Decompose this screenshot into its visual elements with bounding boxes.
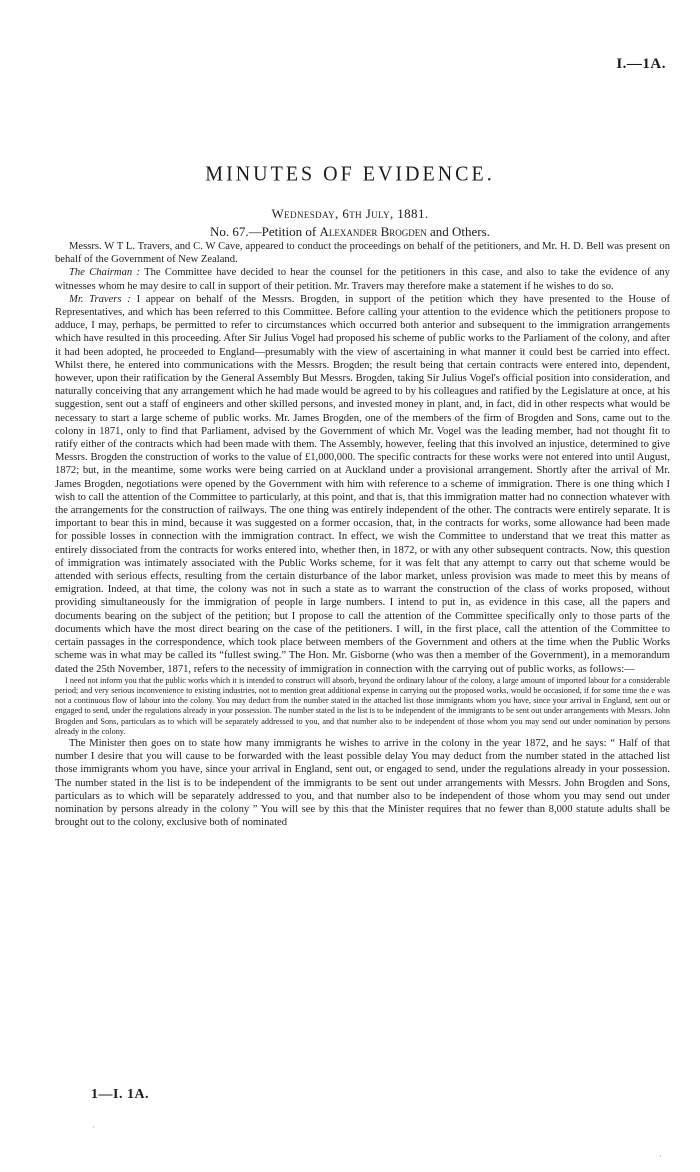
evidence-body — [55, 240, 670, 829]
petition-suffix: and Others. — [430, 224, 490, 239]
sheet-signature: 1—I. 1A. — [91, 1087, 150, 1102]
chairman-statement: The Committee have decided to hear the counsel for the petitioners in this case, and also to take the evidence of any witnesses whom he may desire to call in support of their petition. Mr. Travers may therefore make a statement if he wishes to do so. — [55, 267, 670, 292]
speaker-chairman: The Chairman : — [69, 267, 140, 279]
quoted-memorandum: I need not inform you that the public works which it is intended to construct will absorb, beyond the ordinary labour of the colony, a large amount of imported labour for a considerable period; and very serious inconvenience to existing industries, not to mention great additional expense in carrying out the proposed works, would be occasioned, if for some time the e was not a continuous flow of labour into the colony. You may deduct from the number stated in the attached list those immigrants whom you have, since your arrival in England, sent out or engaged to send, under the regulations already in your possession. The number stated in the list is to be independent of the immigrants to be sent out under arrangements with Messrs. John Brogden and Sons, particulars as to which will be separately addressed to you, and that number also to be independent of those whom you may send out under nomination by persons already in the colony. — [55, 675, 670, 736]
page-reference: I.—1A. — [616, 56, 666, 72]
document-title: MINUTES OF EVIDENCE. — [205, 162, 495, 186]
petition-heading — [0, 224, 700, 240]
travers-statement: I appear on behalf of the Messrs. Brogden, in support of the petition which they have presented to the House of Representatives, and which has been referred to this Committee. Before calling your attention to the evidence which the petitioners propose to adduce, I may, perhaps, be permitted to refer to circumstances which occurred both anterior and subsequent to the immigration arrangements which have resulted in this proceeding. After Sir Julius Vogel had proposed his scheme of public works to the Parliament of the colony, and after it had been adopted, he proceeded to England—presumably with the view of ascertaining in what manner it could best be carried into effect. Whilst there, he entered into communications with the Messrs. Brogden; the result being that certain contracts were entered into, dependent, however, upon their ratification by the General Assembly But Messrs. Brogden, taking Sir Julius Vogel's official position into consideration, and naturally conceiving that any arrangement which he had made would be agreed to by his colleagues and ratified by the Legislature at once, at his suggestion, sent out a staff of engineers and other skilled persons, and invested money in plant, and, in fact, did in other respects what would be necessary to start a large scheme of public works. Mr. James Brogden, one of the members of the firm of Brogden and Sons, came out to the colony in 1871, only to find that Parliament, advised by the Government of which Mr. Vogel was the leading member, had not thought fit to ratify either of the contracts which had been made with them. The Assembly, however, feeling that this involved an injustice, determined to give Messrs. Brogden the construction of works to the value of £1,000,000. The specific contracts for these works were not entered into until August, 1872; but, in the meantime, some works were being carried on at Auckland under a provisional arrangement. Shortly after the arrival of Mr. James Brogden, negotiations were opened by the Government with him with reference to a scheme of immigration. There is one thing which I wish to call the attention of the Committee to particularly, at this point, and that is, that this immigration matter had no connection whatever with the arrangements for the construction of railways. The one thing was entirely independent of the other. The contracts were entirely separate. It is important to bear this in mind, because it was suggested on a former occasion, that, in the contracts for works, some allowance had been made for possible losses in connection with the immigration contract. In effect, we wish the Committee to understand that we treat this matter as entirely dissociated from the contracts for works entered into, whether then, in 1872, or with any other subsequent contracts. Now, this question of immigration was intimately associated with the Public Works scheme, for it was felt that any attempt to carry out that scheme would be attended with serious effects, resulting from the certain disturbance of the labor market, unless provision was made to meet this by means of emigration. Indeed, at that time, the colony was not in such a state as to warrant the construction of the class of works proposed, without providing simultaneously for the immigration of people in large numbers. I intend to put in, as evidence in this case, all the papers and documents bearing on the subject of the petition; but I propose to call the attention of the Committee specifically only to those parts of the documents which have the most direct bearing on the case of the petitioners. I will, in the first place, call the attention of the Committee to certain passages in the correspondence, which took place between members of the Government and others at the time when the Public Works scheme was in what may be called its “fullest swing.” The Hon. Mr. Gisborne (who was then a member of the Government), in a memorandum dated the 25th November, 1871, refers to the necessity of immigration in connection with the carrying out of public works, as follows:— — [55, 293, 670, 675]
paragraph-chairman — [55, 266, 670, 292]
session-date: Wednesday, 6th July, 1881. — [271, 206, 429, 221]
speaker-travers: Mr. Travers : — [69, 293, 131, 305]
paragraph-minister: The Minister then goes on to state how many immigrants he wishes to arrive in the colony in the year 1872, and he says: “ Half of that number I desire that you will cause to be forwarded with the least possible delay You may deduct from the number stated in the attached list those immigrants whom you have, since your arrival in England, sent out, or engaged to send, under the regulations already in your possession. The number stated in the list is to be independent of the immigrants to be sent out under arrangements with Messrs. John Brogden and Sons, particulars as to which will be separately addressed to you, and that number also to be independent of those whom you may send out under nomination by persons already in the colony ” You will see by this that the Minister requires that no fewer than 8,000 statute adults shall be brought out to the colony, exclusive both of nominated — [55, 737, 670, 829]
paragraph-appearances: Messrs. W T L. Travers, and C. W Cave, appeared to conduct the proceedings on behalf of the petitioners, and Mr. H. D. Bell was present on behalf of the Government of New Zealand. — [55, 241, 670, 266]
petition-number: No. 67.—Petition of — [210, 224, 317, 239]
paragraph-travers — [55, 293, 670, 676]
petitioner-name: Alexander Brogden — [319, 224, 427, 239]
print-speck: · — [92, 1123, 95, 1132]
print-speck: · — [659, 1152, 662, 1161]
